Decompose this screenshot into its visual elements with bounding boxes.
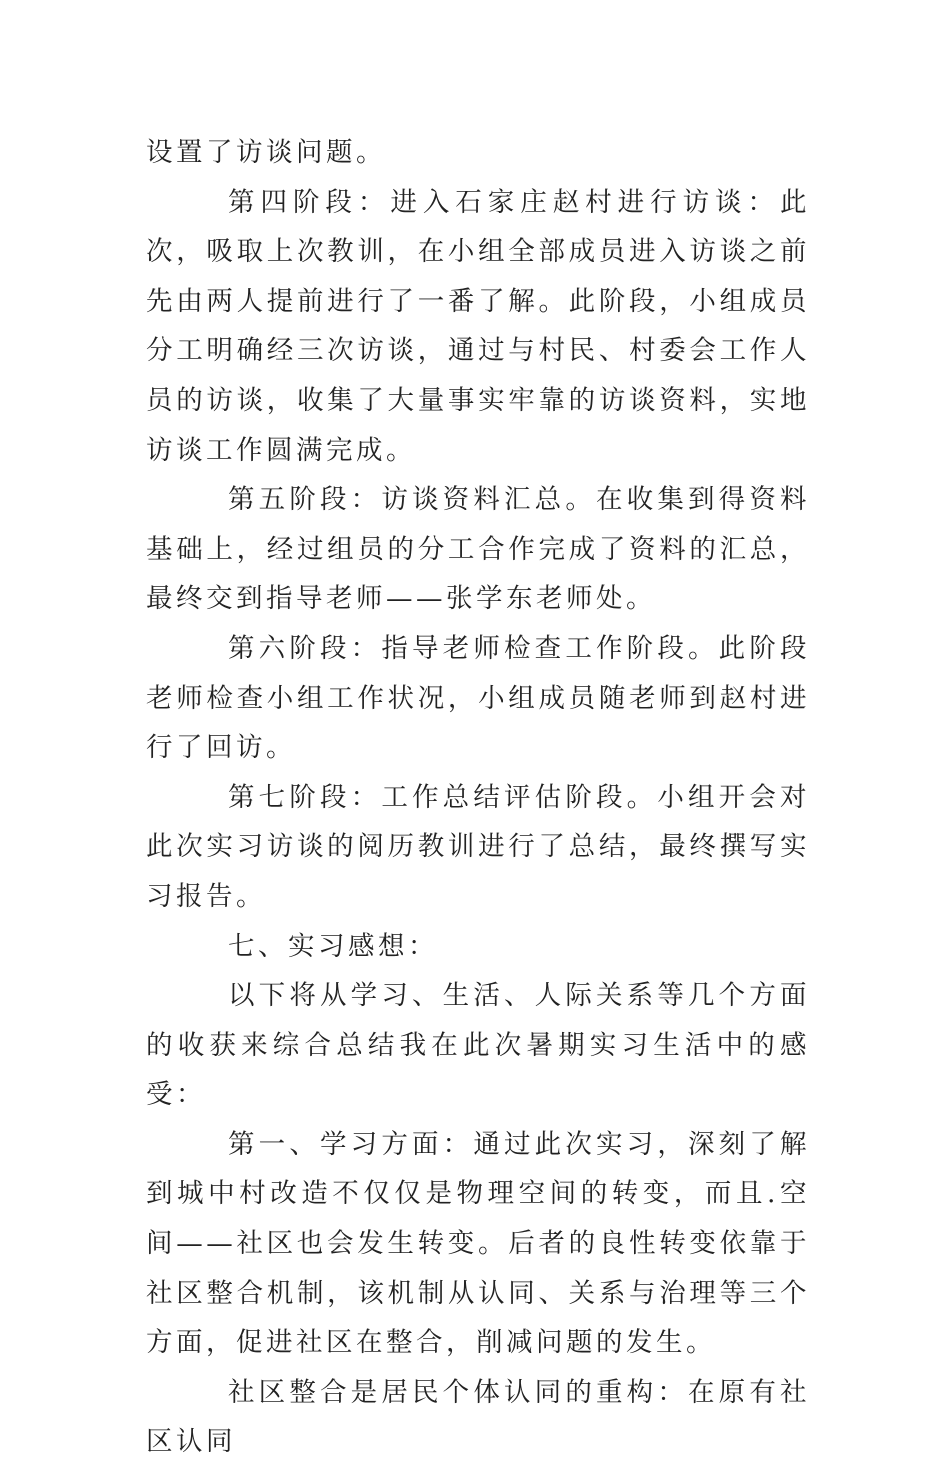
paragraph-stage-4: 第四阶段：进入石家庄赵村进行访谈：此次，吸取上次教训，在小组全部成员进入访谈之前先由两人提前进行了一番了解。此阶段，小组成员分工明确经三次访谈，通过与村民、村委会工作人员的访谈，收集了大量事实牢靠的访谈资料，实地访谈工作圆满完成。 <box>146 186 810 466</box>
paragraph-1: 设置了访谈问题。 <box>146 137 386 168</box>
paragraph-stage-7: 第七阶段：工作总结评估阶段。小组开会对此次实习访谈的阅历教训进行了总结，最终撰写实习报告。 <box>146 781 810 912</box>
paragraph-community: 社区整合是居民个体认同的重构：在原有社区认同 <box>146 1376 810 1458</box>
paragraph-intro: 以下将从学习、生活、人际关系等几个方面的收获来综合总结我在此次暑期实习生活中的感受： <box>146 980 810 1111</box>
section-heading-7: 七、实习感想： <box>228 930 438 962</box>
paragraph-stage-5: 第五阶段：访谈资料汇总。在收集到得资料基础上，经过组员的分工合作完成了资料的汇总，最终交到指导老师——张学东老师处。 <box>146 484 810 615</box>
paragraph-stage-6: 第六阶段：指导老师检查工作阶段。此阶段老师检查小组工作状况，小组成员随老师到赵村进行了回访。 <box>146 632 810 764</box>
document-body <box>146 128 810 1467</box>
paragraph-learning: 第一、学习方面：通过此次实习，深刻了解到城中村改造不仅仅是物理空间的转变，而且.空间——社区也会发生转变。后者的良性转变依靠于社区整合机制，该机制从认同、关系与治理等三个方面，促进社区在整合，削减问题的发生。 <box>146 1128 810 1359</box>
